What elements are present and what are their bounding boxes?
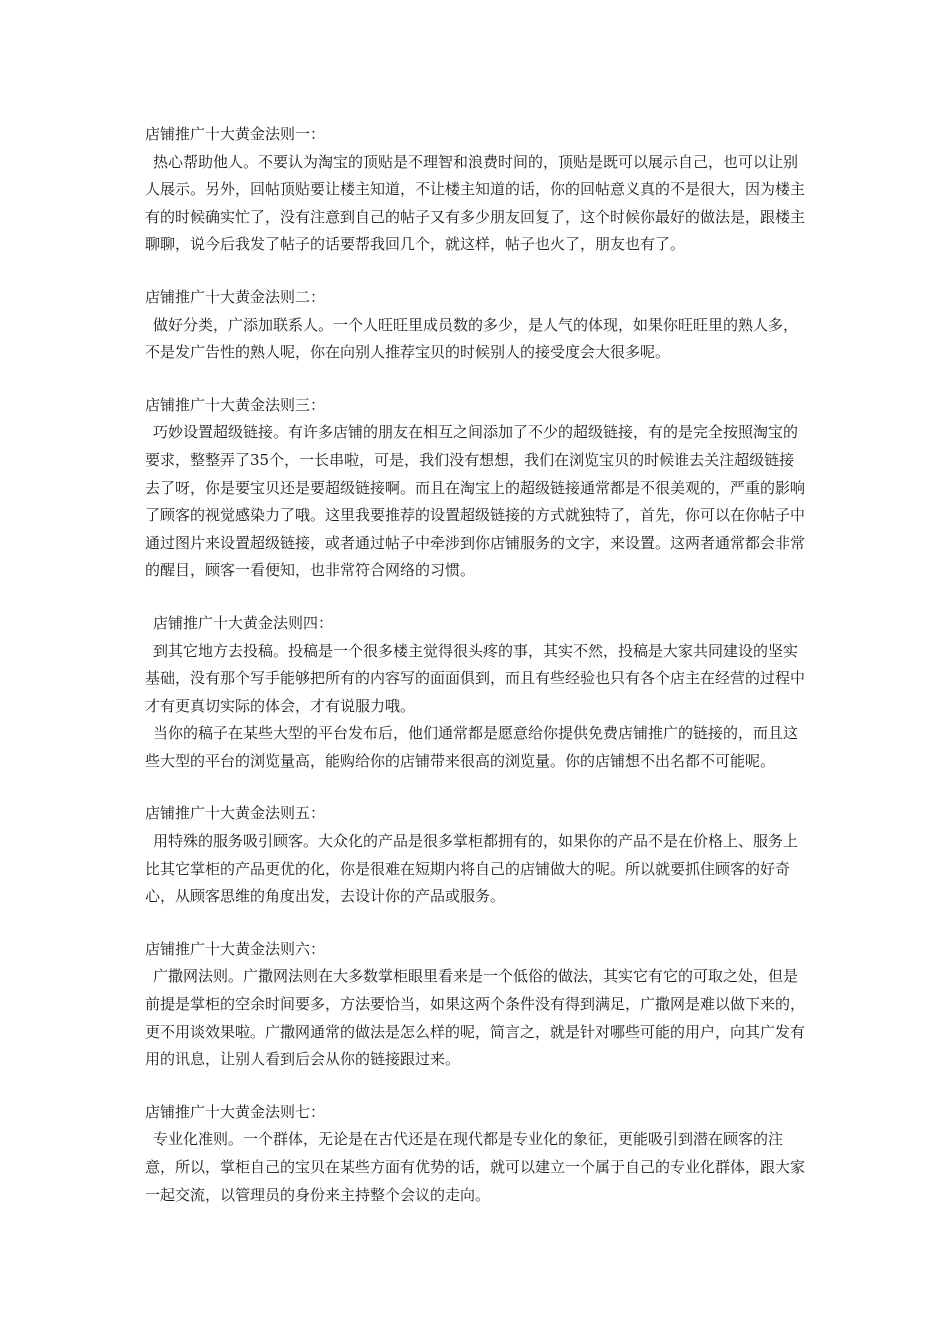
section-paragraph: 专业化准则。一个群体，无论是在古代还是在现代都是专业化的象征，更能吸引到潜在顾客的注意，所以，掌柜自己的宝贝在某些方面有优势的话，就可以建立一个属于自己的专业化群体，跟大家一起交流，以管理员的身份来主持整个会议的走向。 <box>145 1130 806 1204</box>
document-body <box>145 121 805 1234</box>
section-heading: 店铺推广十大黄金法则三： <box>145 395 326 414</box>
section-heading: 店铺推广十大黄金法则六： <box>145 939 326 958</box>
section-heading: 店铺推广十大黄金法则二： <box>145 287 326 306</box>
rule-section-5 <box>145 800 805 910</box>
section-heading: 店铺推广十大黄金法则七： <box>145 1102 326 1121</box>
rule-section-4 <box>145 610 805 776</box>
rule-section-3 <box>145 392 805 585</box>
section-paragraph: 用特殊的服务吸引顾客。大众化的产品是很多掌柜都拥有的，如果你的产品不是在价格上、服务上比其它掌柜的产品更优的化，你是很难在短期内将自己的店铺做大的呢。所以就要抓住顾客的好奇心，从顾客思维的角度出发，去设计你的产品或服务。 <box>145 832 799 906</box>
section-heading: 店铺推广十大黄金法则五： <box>145 804 326 823</box>
section-heading: 店铺推广十大黄金法则四： <box>153 613 334 632</box>
section-paragraph: 热心帮助他人。不要认为淘宝的顶贴是不理智和浪费时间的，顶贴是既可以展示自己，也可以让别人展示。另外，回帖顶贴要让楼主知道，不让楼主知道的话，你的回帖意义真的不是很大，因为楼主有的时候确实忙了，没有注意到自己的帖子又有多少朋友回复了，这个时候你最好的做法是，跟楼主聊聊，说今后我发了帖子的话要帮我回几个，就这样，帖子也火了，朋友也有了。 <box>145 152 806 254</box>
rule-section-1 <box>145 121 805 259</box>
section-paragraph: 当你的稿子在某些大型的平台发布后，他们通常都是愿意给你提供免费店铺推广的链接的，而且这些大型的平台的浏览量高，能购给你的店铺带来很高的浏览量。你的店铺想不出名都不可能呢。 <box>145 724 799 770</box>
section-paragraph: 到其它地方去投稿。投稿是一个很多楼主觉得很头疼的事，其实不然，投稿是大家共同建设的坚实基础，没有那个写手能够把所有的内容写的面面俱到，而且有些经验也只有各个店主在经营的过程中才有更真切实际的体会，才有说服力哦。 <box>145 641 806 715</box>
section-paragraph: 广撒网法则。广撒网法则在大多数掌柜眼里看来是一个低俗的做法，其实它有它的可取之处，但是前提是掌柜的空余时间要多，方法要恰当，如果这两个条件没有得到满足，广撒网是难以做下来的，更不用谈效果啦。广撒网通常的做法是怎么样的呢，简言之，就是针对哪些可能的用户，向其广发有用的讯息，让别人看到后会从你的链接跟过来。 <box>145 967 806 1069</box>
rule-section-6 <box>145 936 805 1074</box>
section-paragraph: 巧妙设置超级链接。有许多店铺的朋友在相互之间添加了不少的超级链接，有的是完全按照淘宝的要求，整整弄了35个，一长串啦，可是，我们没有想想，我们在浏览宝贝的时候谁去关注超级链接去了呀，你是要宝贝还是要超级链接啊。而且在淘宝上的超级链接通常都是不很美观的，严重的影响了顾客的视觉感染力了哦。这里我要推荐的设置超级链接的方式就独特了，首先，你可以在你帖子中通过图片来设置超级链接，或者通过帖子中牵涉到你店铺服务的文字，来设置。这两者通常都会非常的醒目，顾客一看便知，也非常符合网络的习惯。 <box>145 423 806 580</box>
section-paragraph: 做好分类，广添加联系人。一个人旺旺里成员数的多少，是人气的体现，如果你旺旺里的熟人多，不是发广告性的熟人呢，你在向别人推荐宝贝的时候别人的接受度会大很多呢。 <box>145 315 799 362</box>
rule-section-7 <box>145 1099 805 1209</box>
section-heading: 店铺推广十大黄金法则一： <box>145 125 326 143</box>
rule-section-2 <box>145 284 805 367</box>
